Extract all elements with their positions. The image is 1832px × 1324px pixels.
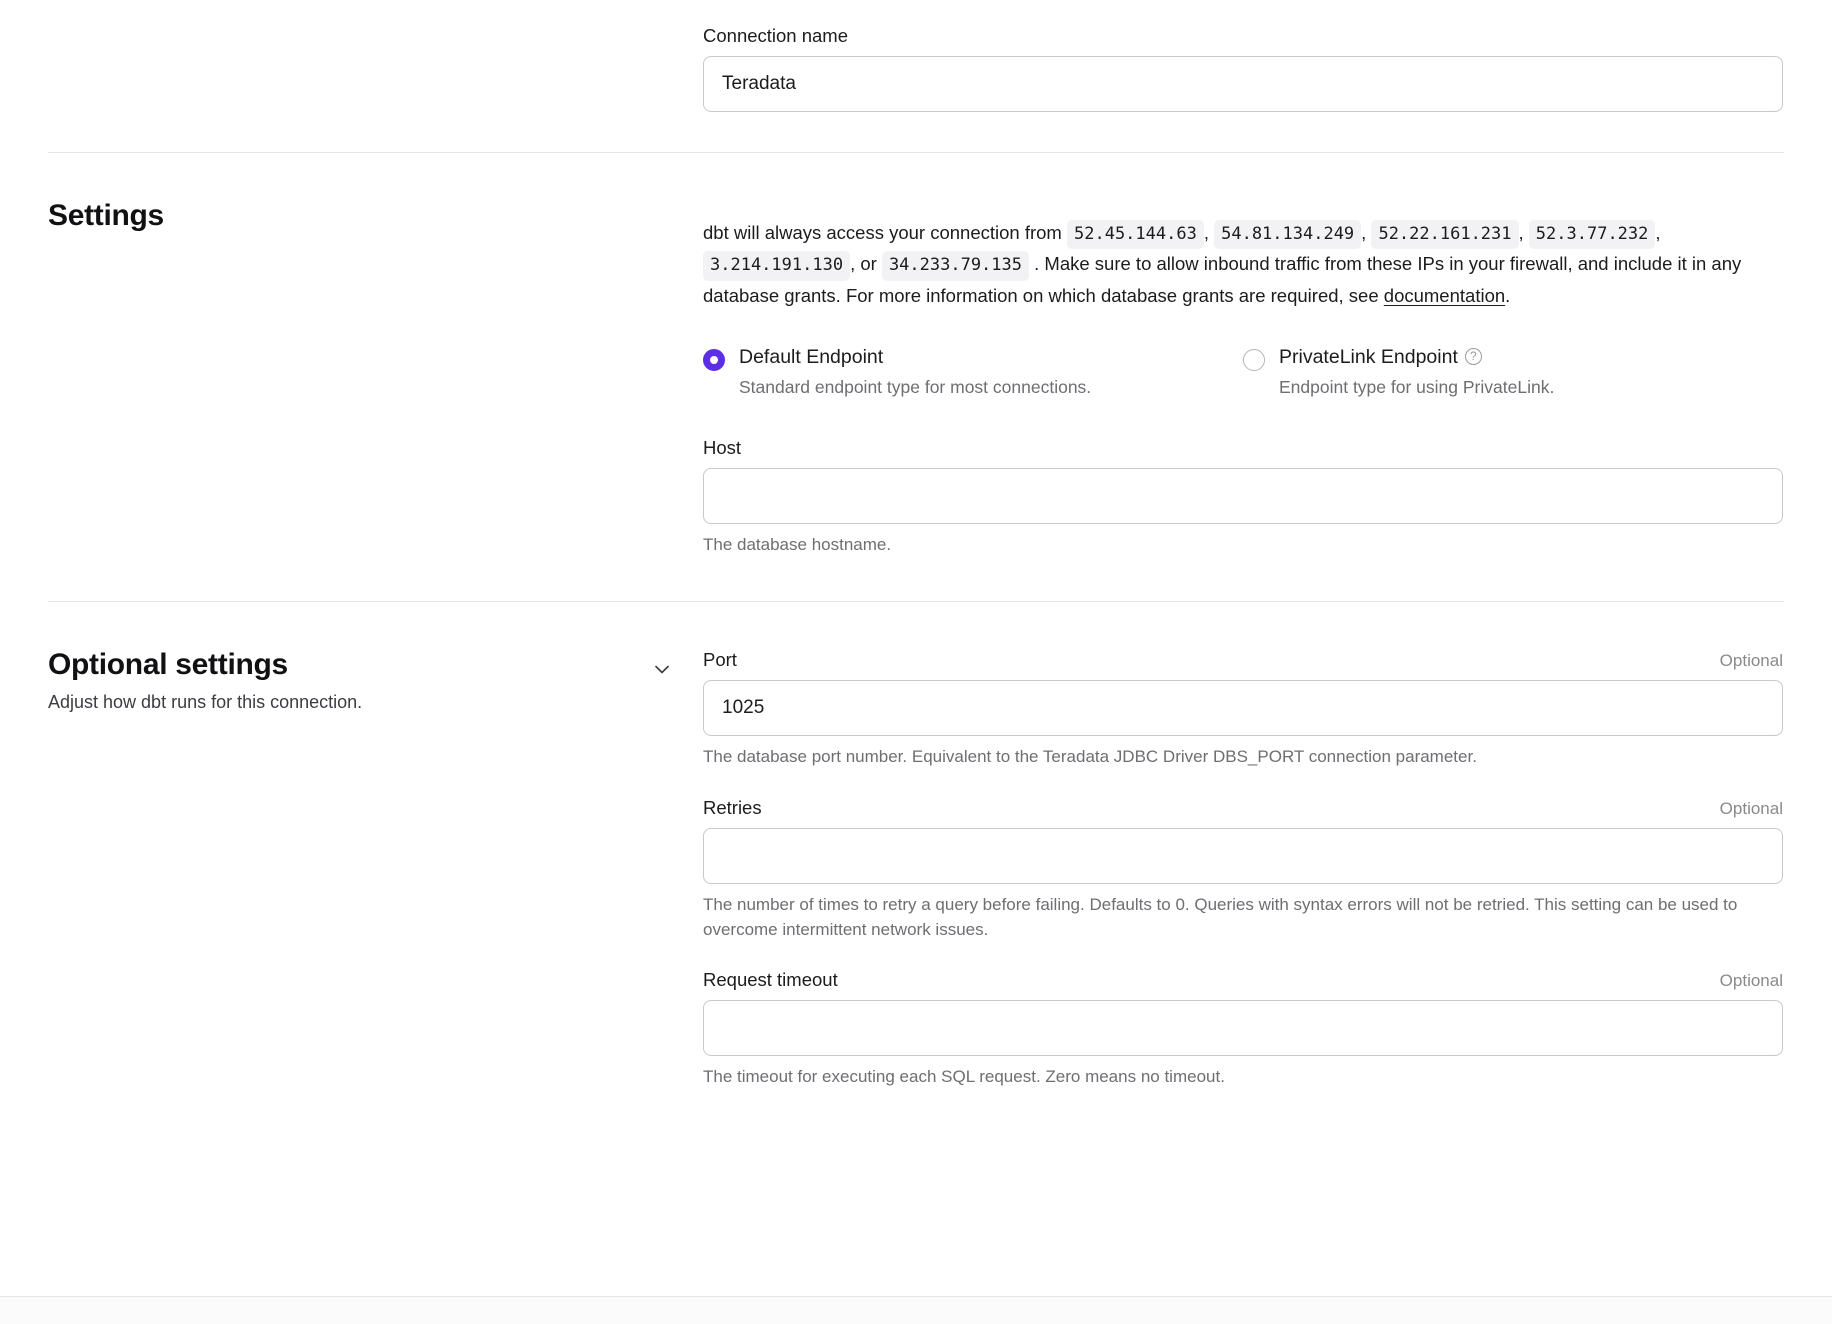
- host-field: [703, 436, 1783, 558]
- host-label-row: [703, 436, 1783, 460]
- connection-name-label: Connection name: [703, 25, 849, 46]
- intro-or: , or: [850, 253, 877, 275]
- ip-allowlist-description: [703, 218, 1783, 311]
- optional-settings-section: [0, 602, 1832, 1140]
- ip-sep-3: ,: [1518, 221, 1524, 243]
- ip-chip-4: 52.3.77.232: [1529, 220, 1656, 250]
- radio-option-default-endpoint[interactable]: [703, 345, 1243, 400]
- optional-settings-left-column: [48, 648, 703, 715]
- radio-privatelink-endpoint-texts: [1279, 345, 1554, 400]
- host-input[interactable]: [703, 468, 1783, 524]
- radio-default-endpoint-title: Default Endpoint: [739, 345, 884, 368]
- radio-default-endpoint-description: Standard endpoint type for most connections.: [739, 376, 1092, 397]
- intro-suffix: . Make sure to allow inbound traffic from these IPs in your firewall, and include it in any database grants. For more information on which database grants are required, see: [703, 253, 1742, 306]
- settings-right-column: [703, 199, 1783, 557]
- settings-section: [0, 153, 1832, 601]
- request-timeout-helper-text: The timeout for executing each SQL request. Zero means no timeout.: [703, 1067, 1225, 1087]
- bottom-bar: [0, 1296, 1832, 1324]
- ip-chip-1: 52.45.144.63: [1067, 220, 1204, 250]
- retries-optional-tag: Optional: [1719, 798, 1783, 818]
- ip-sep-1: ,: [1203, 221, 1209, 243]
- ip-chip-3: 52.22.161.231: [1371, 220, 1518, 250]
- port-input[interactable]: [703, 680, 1783, 736]
- documentation-link[interactable]: documentation: [1383, 284, 1506, 306]
- retries-field: [703, 796, 1783, 942]
- port-label: Port: [703, 649, 737, 671]
- port-field: [703, 648, 1783, 770]
- port-helper-text: The database port number. Equivalent to the Teradata JDBC Driver DBS_PORT connection parameter.: [703, 747, 1477, 767]
- retries-label: Retries: [703, 796, 762, 818]
- port-label-row: [703, 648, 1783, 672]
- settings-left-column: [48, 199, 703, 233]
- ip-chip-5: 3.214.191.130: [703, 251, 850, 281]
- radio-default-endpoint-label: [739, 345, 1091, 369]
- radio-option-privatelink-endpoint[interactable]: [1243, 345, 1783, 400]
- optional-settings-header-row: [48, 648, 679, 715]
- host-label: Host: [703, 436, 742, 458]
- request-timeout-optional-tag: Optional: [1719, 971, 1783, 991]
- intro-end: .: [1505, 284, 1511, 306]
- settings-title: Settings: [48, 199, 164, 233]
- optional-settings-heading-group: [48, 648, 362, 715]
- radio-privatelink-endpoint-label: [1279, 345, 1554, 369]
- request-timeout-field: [703, 968, 1783, 1090]
- ip-chip-2: 54.81.134.249: [1214, 220, 1361, 250]
- connection-name-label-row: [703, 24, 1783, 48]
- radio-default-endpoint-icon[interactable]: [703, 349, 725, 371]
- connection-name-section: [0, 0, 1832, 152]
- request-timeout-label-row: [703, 968, 1783, 992]
- optional-settings-title: Optional settings: [48, 648, 288, 682]
- intro-prefix: dbt will always access your connection from: [703, 221, 1062, 243]
- retries-label-row: [703, 796, 1783, 820]
- radio-privatelink-endpoint-title: PrivateLink Endpoint: [1279, 345, 1458, 368]
- host-helper-text: The database hostname.: [703, 534, 892, 554]
- request-timeout-label: Request timeout: [703, 969, 838, 991]
- optional-settings-subtitle: Adjust how dbt runs for this connection.: [48, 692, 363, 713]
- retries-helper-text: The number of times to retry a query before failing. Defaults to 0. Queries with syntax errors will not be retried. This setting can be used to overcome intermittent network issues.: [703, 895, 1738, 939]
- chevron-down-icon[interactable]: [645, 652, 679, 686]
- ip-chip-6: 34.233.79.135: [882, 251, 1029, 281]
- retries-input[interactable]: [703, 828, 1783, 884]
- optional-settings-right-column: [703, 648, 1783, 1090]
- request-timeout-input[interactable]: [703, 1000, 1783, 1056]
- connection-name-input[interactable]: [703, 56, 1783, 112]
- connection-name-field: [703, 24, 1783, 112]
- endpoint-type-radio-group: [703, 345, 1783, 400]
- ip-sep-2: ,: [1361, 221, 1367, 243]
- connection-name-right-column: [703, 24, 1783, 112]
- radio-privatelink-endpoint-icon[interactable]: [1243, 349, 1265, 371]
- port-optional-tag: Optional: [1719, 651, 1783, 671]
- radio-default-endpoint-texts: [739, 345, 1091, 400]
- help-circle-icon[interactable]: ?: [1465, 348, 1482, 365]
- radio-privatelink-endpoint-description: Endpoint type for using PrivateLink.: [1279, 376, 1555, 397]
- ip-sep-4: ,: [1655, 221, 1661, 243]
